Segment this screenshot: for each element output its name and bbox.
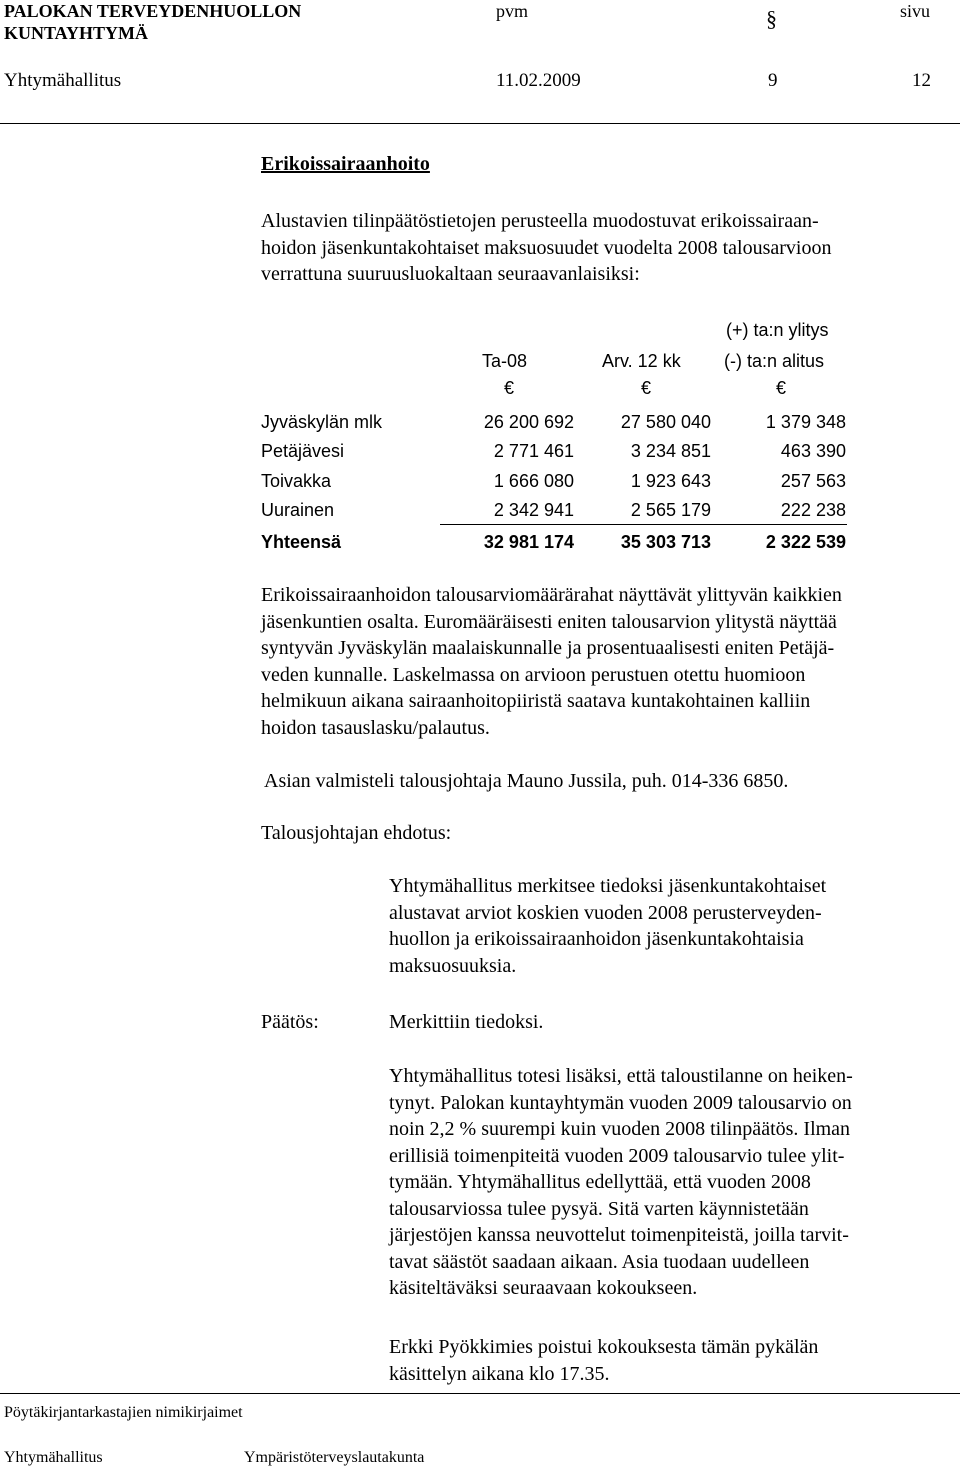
row-estimate: 2 565 179 <box>630 500 711 520</box>
note-line: järjestöjen kanssa neuvottelut toimenpiteistä, joilla tarvit- <box>389 1224 849 1246</box>
note-line: tavat säästöt saadaan aikaan. Asia tuodaan uudelleen <box>389 1250 810 1273</box>
section-heading: Erikoissairaanhoito <box>261 153 430 175</box>
analysis-paragraph <box>261 582 956 741</box>
section-sign-icon <box>764 6 786 32</box>
currency-budget: € <box>504 378 515 398</box>
row-name: Toivakka <box>261 471 332 491</box>
decision-label: Päätös: <box>261 1011 319 1033</box>
proposal-line: alustavat arviot koskien vuoden 2008 perusterveyden- <box>389 901 822 924</box>
proposal-line: Yhtymähallitus merkitsee tiedoksi jäsenkuntakohtaiset <box>389 875 827 897</box>
row-estimate: 3 234 851 <box>630 441 711 461</box>
total-estimate: 35 303 713 <box>620 532 711 552</box>
organization-name-line1: PALOKAN TERVEYDENHUOLLON <box>4 1 302 21</box>
meeting-body: Yhtymähallitus <box>4 70 122 91</box>
analysis-line: syntyvän Jyväskylän maalaiskunnalle ja prosentuaalisesti eniten Petäjä- <box>261 637 835 659</box>
col-diff-header: (-) ta:n alitus <box>724 351 825 371</box>
note-line: Yhtymähallitus totesi lisäksi, että taloustilanne on heiken- <box>389 1065 853 1087</box>
section-number: 9 <box>768 70 778 91</box>
analysis-line: helmikuun aikana sairaanhoitopiiristä saatava kuntakohtainen kalliin <box>261 690 811 712</box>
intro-paragraph <box>261 208 951 288</box>
decision-text: Merkittiin tiedoksi. <box>389 1011 544 1033</box>
proposal-text <box>389 873 949 979</box>
col-budget-header: Ta-08 <box>482 351 528 371</box>
proposal-line: huollon ja erikoissairaanhoidon jäsenkuntakohtaisia <box>389 928 804 950</box>
row-budget: 26 200 692 <box>483 412 574 432</box>
row-budget: 2 771 461 <box>493 441 574 461</box>
row-diff: 257 563 <box>780 471 846 491</box>
row-diff: 222 238 <box>780 500 846 520</box>
proposal-label: Talousjohtajan ehdotus: <box>261 822 452 844</box>
row-diff: 463 390 <box>780 441 846 461</box>
intro-line: hoidon jäsenkuntakohtaiset maksuosuudet vuodelta 2008 talousarvioon <box>261 236 832 259</box>
recusal-line: käsittelyn aikana klo 17.35. <box>389 1362 610 1385</box>
svg-text:§: § <box>766 6 777 31</box>
note-line: talousarviossa tulee pysyä. Sitä varten käynnistetään <box>389 1197 809 1220</box>
note-line: käsiteltäväksi seuraavaan kokoukseen. <box>389 1277 698 1299</box>
note-line: erillisiä toimenpiteitä vuoden 2009 talousarvio tulee ylit- <box>389 1144 845 1167</box>
analysis-line: veden kunnalle. Laskelmassa on arvioon perustuen otettu huomioon <box>261 663 806 686</box>
note-line: tynyt. Palokan kuntayhtymän vuoden 2009 talousarvio on <box>389 1091 852 1114</box>
proposal-line: maksuosuuksia. <box>389 954 517 977</box>
total-diff: 2 322 539 <box>765 532 846 552</box>
analysis-line: jäsenkuntien osalta. Euromääräisesti eniten talousarvion ylitystä näyttää <box>261 610 837 633</box>
intro-line: verrattuna suuruusluokaltaan seuraavanlaisiksi: <box>261 263 640 285</box>
row-name: Petäjävesi <box>261 441 345 461</box>
row-diff: 1 379 348 <box>765 412 846 432</box>
signatures-label: Pöytäkirjantarkastajien nimikirjaimet <box>4 1404 243 1421</box>
footer-left-body: Yhtymähallitus <box>4 1449 103 1466</box>
footer-divider <box>0 1393 960 1394</box>
currency-estimate: € <box>641 378 652 398</box>
col-estimate-header: Arv. 12 kk <box>602 351 681 371</box>
analysis-line: Erikoissairaanhoidon talousarviomäärärahat näyttävät ylittyvän kaikkien <box>261 584 842 606</box>
recusal-line: Erkki Pyökkimies poistui kokouksesta tämän pykälän <box>389 1336 819 1358</box>
recusal-paragraph <box>389 1334 949 1387</box>
row-budget: 1 666 080 <box>493 471 574 491</box>
row-name: Uurainen <box>261 500 335 520</box>
row-budget: 2 342 941 <box>493 500 574 520</box>
row-estimate: 1 923 643 <box>630 471 711 491</box>
col-diff-header-top: (+) ta:n ylitys <box>726 320 829 340</box>
total-name: Yhteensä <box>261 532 342 552</box>
analysis-line: hoidon tasauslasku/palautus. <box>261 716 490 739</box>
organization-name-line2: KUNTAYHTYMÄ <box>4 23 149 43</box>
preparer-line: Asian valmisteli talousjohtaja Mauno Jussila, puh. 014-336 6850. <box>264 770 789 792</box>
note-line: tymään. Yhtymähallitus edellyttää, että vuoden 2008 <box>389 1171 811 1193</box>
row-estimate: 27 580 040 <box>620 412 711 432</box>
page-number: 12 <box>912 70 931 91</box>
total-rule <box>440 524 847 525</box>
note-line: noin 2,2 % suurempi kuin vuoden 2008 tilinpäätös. Ilman <box>389 1118 851 1140</box>
intro-line: Alustavien tilinpäätöstietojen perusteella muodostuvat erikoissairaan- <box>261 210 819 232</box>
footer-right-body: Ympäristöterveyslautakunta <box>244 1449 425 1466</box>
date-column-label: pvm <box>496 1 529 21</box>
page-column-label: sivu <box>900 1 931 21</box>
currency-diff: € <box>776 378 787 398</box>
meeting-date: 11.02.2009 <box>496 70 581 91</box>
header-divider <box>0 123 960 124</box>
note-paragraph <box>389 1063 949 1302</box>
row-name: Jyväskylän mlk <box>261 412 383 432</box>
total-budget: 32 981 174 <box>483 532 574 552</box>
